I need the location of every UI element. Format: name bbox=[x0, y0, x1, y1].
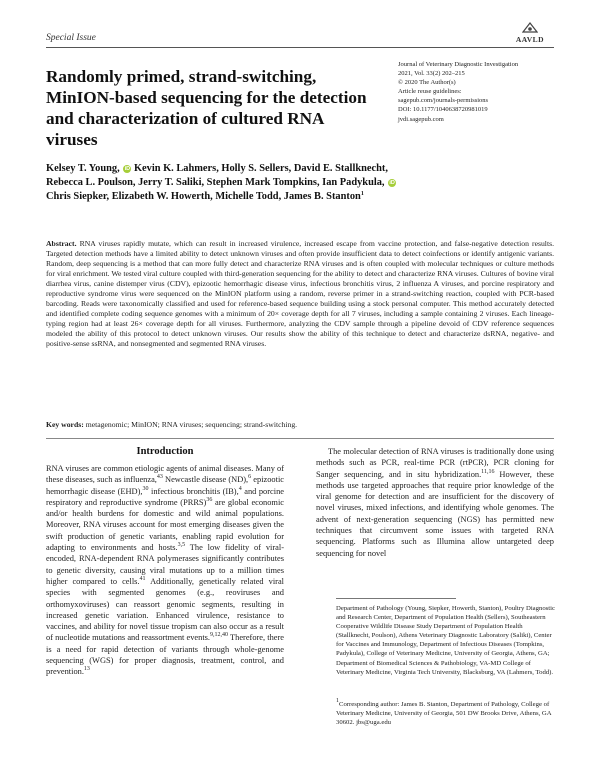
article-title: Randomly primed, strand-switching, MinION-based sequencing for the detection and characterization of cultured RNA viruses bbox=[46, 67, 367, 149]
doi-link[interactable]: DOI: 10.1177/1040638720981019 bbox=[398, 106, 488, 114]
correspondence-marker: 1 bbox=[336, 698, 339, 704]
journal-info bbox=[398, 60, 563, 124]
header-rule bbox=[46, 47, 554, 48]
citation[interactable]: 41 bbox=[139, 575, 146, 582]
citation[interactable]: 4 bbox=[238, 485, 242, 492]
journal-site-link[interactable]: jvdi.sagepub.com bbox=[398, 115, 444, 123]
orcid-icon[interactable]: iD bbox=[124, 166, 131, 172]
affiliation-marker: 1 bbox=[360, 191, 364, 197]
orcid-icon[interactable]: iD bbox=[389, 180, 395, 186]
citation[interactable]: 13 bbox=[83, 666, 90, 673]
author-list bbox=[46, 162, 566, 204]
right-column bbox=[316, 446, 554, 559]
intro-paragraph-2: The molecular detection of RNA viruses is traditionally done using methods such as PCR, real-time PCR (rtPCR), PCR cloning for Sanger sequencing, and in situ hybridization.$^{11,16}$ However, these methods use targeted approaches that require prior knowledge of the viral genome for detection and are insufficient for the discovery of novel viruses, mixed infections, and identifying whole genomes. The advent of next-generation sequencing (NGS) has permitted new techniques that circumvent some issues with targeted RNA sequencing. Platforms such as Illumina allow untargeted deep sequencing for novel bbox=[316, 447, 554, 558]
section-heading: Introduction bbox=[136, 446, 194, 457]
reuse-guidelines: Article reuse guidelines: bbox=[398, 88, 462, 96]
abstract-label: Abstract. bbox=[46, 239, 77, 248]
keywords-text: metagenomic; MinION; RNA viruses; sequencing; strand-switching. bbox=[85, 420, 298, 429]
section-label: Special Issue bbox=[46, 33, 96, 43]
volume-pages: 2021, Vol. 33(2) 202–215 bbox=[398, 70, 465, 78]
abstract-text: RNA viruses rapidly mutate, which can result in increased virulence, increased escape from vaccine protection, and false-negative detection results. Targeted detection methods have a limited ability to detect unknown viruses and often provide insufficient data to detect coinfections or identify antigenic variants. Random, deep sequencing is a method that can more fully detect and characterize RNA viruses and is often coupled with molecular techniques or culture methods for viral enrichment. We tested viral culture coupled with third-generation sequencing for the ability to detect and characterize RNA viruses. Cultures of bovine viral diarrhea virus, canine distemper virus (CDV), epizootic hemorrhagic disease virus, infectious bronchitis virus, 2 influenza A viruses, and porcine respiratory and reproductive syndrome virus were sequenced on the MinION platform using a random, reverse primer in a strand-switching reaction, coupled with PCR-based barcoding. Reads were taxonomically classified and used for reference-based sequence building using a stock personal computer. This method accurately detected and identified complete coding sequence genomes with a minimum of 20× coverage depth for all 7 viruses, including a sample containing 2 viruses. Each lineage-typing region had at least 26× coverage depth for all viruses. Furthermore, analyzing the CDV sample through a pipeline devoid of CDV reference sequences modeled the ability of this protocol to detect unknown viruses. Our results show the ability of this technique to detect and characterize dsRNA, negative- and positive-sense ssRNA, and nonsegmented and segmented RNA viruses. bbox=[46, 239, 554, 348]
author-names: Rebecca L. Poulson, Jerry T. Saliki, Stephen Mark Tompkins, Ian Padykula, bbox=[46, 177, 385, 188]
correspondence bbox=[336, 700, 556, 727]
journal-name: Journal of Veterinary Diagnostic Investigation bbox=[398, 61, 519, 68]
affiliations: Department of Pathology (Young, Siepker, Howerth, Stanton), Poultry Diagnostic and Research Center, Department of Population Health (Sellers), Southeastern Cooperative Wildlife Disease Study Department of Population Health (Stallknecht, Poulson), Athens Veterinary Diagnostic Laboratory (Saliki), Center for Vaccines and Immunology, Department of Infectious Diseases (Tompkins, Padykula), College of Veterinary Medicine, University of Georgia, Athens, GA; Department of Biomedical Sciences & Pathobiology, VA-MD College of Veterinary Medicine, Virginia Tech University, Blacksburg, VA (Lahmers, Todd). bbox=[336, 605, 555, 676]
copyright: © 2020 The Author(s) bbox=[398, 79, 456, 87]
citation[interactable]: 3,5 bbox=[177, 542, 186, 549]
keywords-rule bbox=[46, 438, 554, 439]
permissions-link[interactable]: sagepub.com/journals-permissions bbox=[398, 97, 489, 105]
citation[interactable]: 36 bbox=[206, 496, 213, 503]
author-names: Chris Siepker, Elizabeth W. Howerth, Michelle Todd, James B. Stanton bbox=[46, 191, 361, 202]
keywords-label: Key words: bbox=[46, 420, 84, 429]
left-column bbox=[46, 446, 284, 678]
citation[interactable]: 6 bbox=[248, 474, 252, 481]
logo-emblem-icon bbox=[522, 22, 538, 34]
author-names: Kevin K. Lahmers, Holly S. Sellers, David E. Stallknecht, bbox=[133, 163, 388, 174]
correspondence-text: Corresponding author: James B. Stanton, Department of Pathology, College of Veterinary Medicine, University of Georgia, 501 DW Brooks Drive, Athens, GA 30602. jbs@uga.edu bbox=[336, 701, 552, 727]
keywords bbox=[46, 420, 554, 429]
citation[interactable]: 11,16 bbox=[481, 468, 495, 475]
intro-paragraph-1: RNA viruses are common etiologic agents of animal diseases. Many of these diseases, such as influenza,$^{43}$ Newcastle disease (ND),$^6$ epizootic hemorrhagic disease (EHD),$^{30}$ infectious bronchitis (IB),$^4$ and porcine respiratory and reproductive syndrome (PRRS)$^{36}$ are global economic and/or health burdens for domestic and wild animal populations. Moreover, RNA viruses account for most emerging diseases given the swift production of genetic variants, enabling rapid evolution for adapting to environments and hosts.$^{3,5}$ The low fidelity of viral-encoded, RNA-dependent RNA polymerases significantly contributes to genetic diversity, causing viral mutations up to a million times higher compared to cells.$^{41}$ Additionally, genetically related viral species with segmented genomes (e.g., reoviruses and orthomyxoviruses) can reassort genomic segments, resulting in increased genetic variation. Enhanced virulence, resistance to vaccines, and ability for novel tissue tropism can also occur as a result of nucleotide mutations and reassortment events.$^{9,12,40}$ Therefore, there is a need for rapid detection of variants through whole-genome sequencing (WGS) for proper diagnosis, treatment, control, and prevention.$^{13}$ bbox=[46, 464, 284, 677]
logo-wordmark: AAVLD bbox=[515, 35, 545, 44]
abstract bbox=[46, 239, 554, 348]
footnote-rule bbox=[336, 598, 456, 599]
citation[interactable]: 9,12,40 bbox=[210, 632, 229, 639]
citation[interactable]: 43 bbox=[156, 474, 163, 481]
society-logo bbox=[508, 22, 552, 46]
citation[interactable]: 30 bbox=[142, 485, 149, 492]
author-names: Kelsey T. Young, bbox=[46, 163, 120, 174]
